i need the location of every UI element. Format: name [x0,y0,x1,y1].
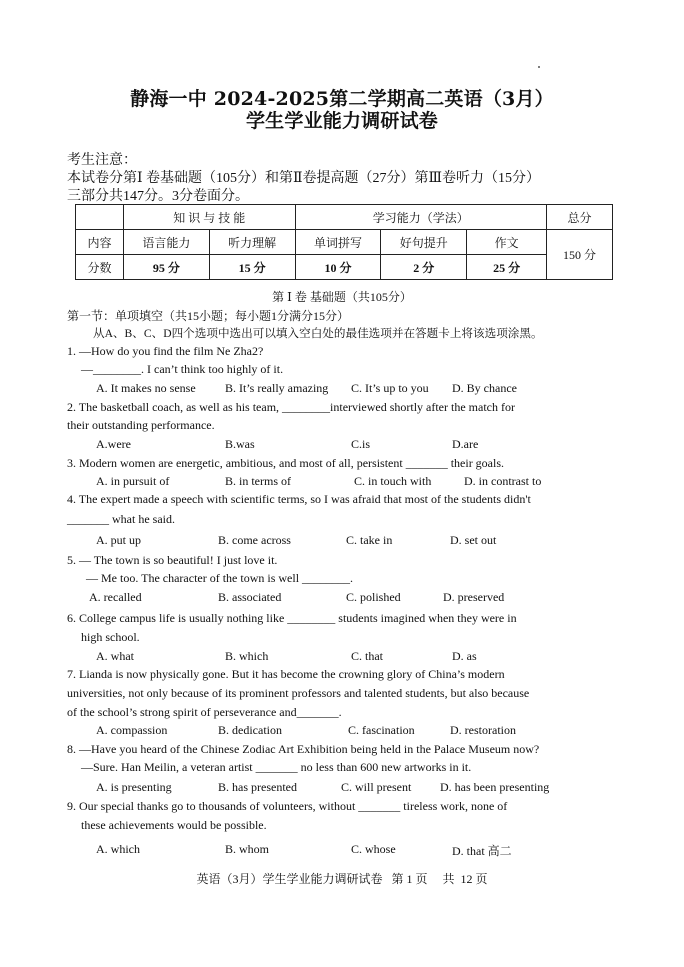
group-knowledge-skills: 知 识 与 技 能 [123,205,295,230]
question-7-option-a[interactable]: A. compassion [96,723,168,737]
exam-title-line1: 静海一中 2024-2025第二学期高二英语（3月） [130,88,554,110]
stray-dot [538,66,540,68]
score-value: 25 分 [467,255,547,280]
notice-heading: 考生注意： [67,153,137,168]
score-table-corner [76,205,124,230]
question-1-stem: 1. —How do you find the film Ne Zha2? [67,344,264,358]
question-2-option-c[interactable]: C.is [351,437,371,451]
question-3-option-c[interactable]: C. in touch with [354,474,432,488]
exam-title-line2: 学生学业能力调研试卷 [245,110,438,132]
question-5-reply: — Me too. The character of the town is well ________. [86,571,354,585]
question-6-option-a[interactable]: A. what [96,649,134,663]
question-8-option-a[interactable]: A. is presenting [96,780,172,794]
question-2-option-d[interactable]: D.are [452,437,479,451]
question-6-option-d[interactable]: D. as [452,649,477,663]
group-learning-ability: 学习能力（学法） [295,205,547,230]
section-title: 第 Ⅰ 卷 基础题（共105分） [272,290,412,304]
question-7-stem-cont-2: of the school’s strong spirit of perseverance and_______. [67,705,342,719]
question-4-option-c[interactable]: C. take in [346,533,393,547]
total-label: 总分 [547,205,613,230]
question-9-option-c[interactable]: C. whose [351,842,396,856]
question-1-reply: —________. I can’t think too highly of it. [81,362,284,376]
question-2-stem: 2. The basketball coach, as well as his team, ________interviewed shortly after the match for [67,400,515,414]
question-8-reply: —Sure. Han Meilin, a veteran artist _______ no less than 600 new artworks in it. [81,760,472,774]
question-1-option-c[interactable]: C. It’s up to you [351,381,429,395]
question-6-stem-cont: high school. [81,630,140,644]
column-label: 作文 [467,230,547,255]
question-6-option-c[interactable]: C. that [351,649,383,663]
page-footer: 英语（3月）学生学业能力调研试卷 第 1 页 共 12 页 [196,872,488,886]
column-label: 语言能力 [123,230,209,255]
question-8-stem: 8. —Have you heard of the Chinese Zodiac Art Exhibition being held in the Palace Museum now? [67,742,540,756]
column-label: 好句提升 [381,230,467,255]
question-9-option-b[interactable]: B. whom [225,842,270,856]
question-7-option-c[interactable]: C. fascination [348,723,415,737]
question-8-option-b[interactable]: B. has presented [218,780,297,794]
question-5-option-b[interactable]: B. associated [218,590,282,604]
question-9-stem-cont: these achievements would be possible. [81,818,267,832]
question-4-option-a[interactable]: A. put up [96,533,141,547]
row-label-content: 内容 [76,230,124,255]
question-3-option-d[interactable]: D. in contrast to [464,474,542,488]
notice-line-1: 本试卷分第Ⅰ 卷基础题（105分）和第Ⅱ卷提高题（27分）第Ⅲ卷听力（15分） [67,171,541,186]
question-1-option-b[interactable]: B. It’s really amazing [225,381,329,395]
column-label: 单词拼写 [295,230,381,255]
question-9-option-a[interactable]: A. which [96,842,140,856]
part-instruction: 从A、B、C、D四个选项中选出可以填入空白处的最佳选项并在答题卡上将该选项涂黑。 [93,327,543,340]
question-8-option-c[interactable]: C. will present [341,780,412,794]
question-3-stem: 3. Modern women are energetic, ambitious, and most of all, persistent _______ their goals. [67,456,505,470]
question-7-stem-cont: universities, not only because of its prominent professors and talented students, but also because [67,686,530,700]
question-5-option-a[interactable]: A. recalled [89,590,142,604]
question-8-option-d[interactable]: D. has been presenting [440,780,550,794]
question-9-stem: 9. Our special thanks go to thousands of volunteers, without _______ tireless work, none of [67,799,508,813]
question-7-stem: 7. Lianda is now physically gone. But it has become the crowning glory of China’s modern [67,667,505,681]
row-label-score: 分数 [76,255,124,280]
question-5-option-d[interactable]: D. preserved [443,590,505,604]
score-table [75,204,613,280]
notice-line-2: 三部分共147分。3分卷面分。 [67,189,249,204]
score-value: 15 分 [209,255,295,280]
question-6-option-b[interactable]: B. which [225,649,269,663]
question-9-option-d[interactable]: D. that 高二 [452,844,512,858]
question-3-option-a[interactable]: A. in pursuit of [96,474,170,488]
question-2-stem-cont: their outstanding performance. [67,418,215,432]
question-6-stem: 6. College campus life is usually nothing like ________ students imagined when they were in [67,611,517,625]
question-1-option-d[interactable]: D. By chance [452,381,517,395]
score-value: 95 分 [123,255,209,280]
question-7-option-b[interactable]: B. dedication [218,723,282,737]
score-value: 2 分 [381,255,467,280]
question-2-option-b[interactable]: B.was [225,437,255,451]
question-5-option-c[interactable]: C. polished [346,590,401,604]
question-4-stem-cont: _______ what he said. [67,512,175,526]
question-4-option-d[interactable]: D. set out [450,533,497,547]
question-4-option-b[interactable]: B. come across [218,533,291,547]
question-5-stem: 5. — The town is so beautiful! I just love it. [67,553,278,567]
question-3-option-b[interactable]: B. in terms of [225,474,291,488]
score-value: 10 分 [295,255,381,280]
question-7-option-d[interactable]: D. restoration [450,723,516,737]
question-4-stem: 4. The expert made a speech with scientific terms, so I was afraid that most of the students didn't [67,492,531,506]
question-2-option-a[interactable]: A.were [96,437,131,451]
question-1-option-a[interactable]: A. It makes no sense [96,381,196,395]
column-label: 听力理解 [209,230,295,255]
total-score: 150 分 [547,230,613,280]
part-title: 第一节：单项填空（共15小题；每小题1分满分15分） [67,309,350,323]
